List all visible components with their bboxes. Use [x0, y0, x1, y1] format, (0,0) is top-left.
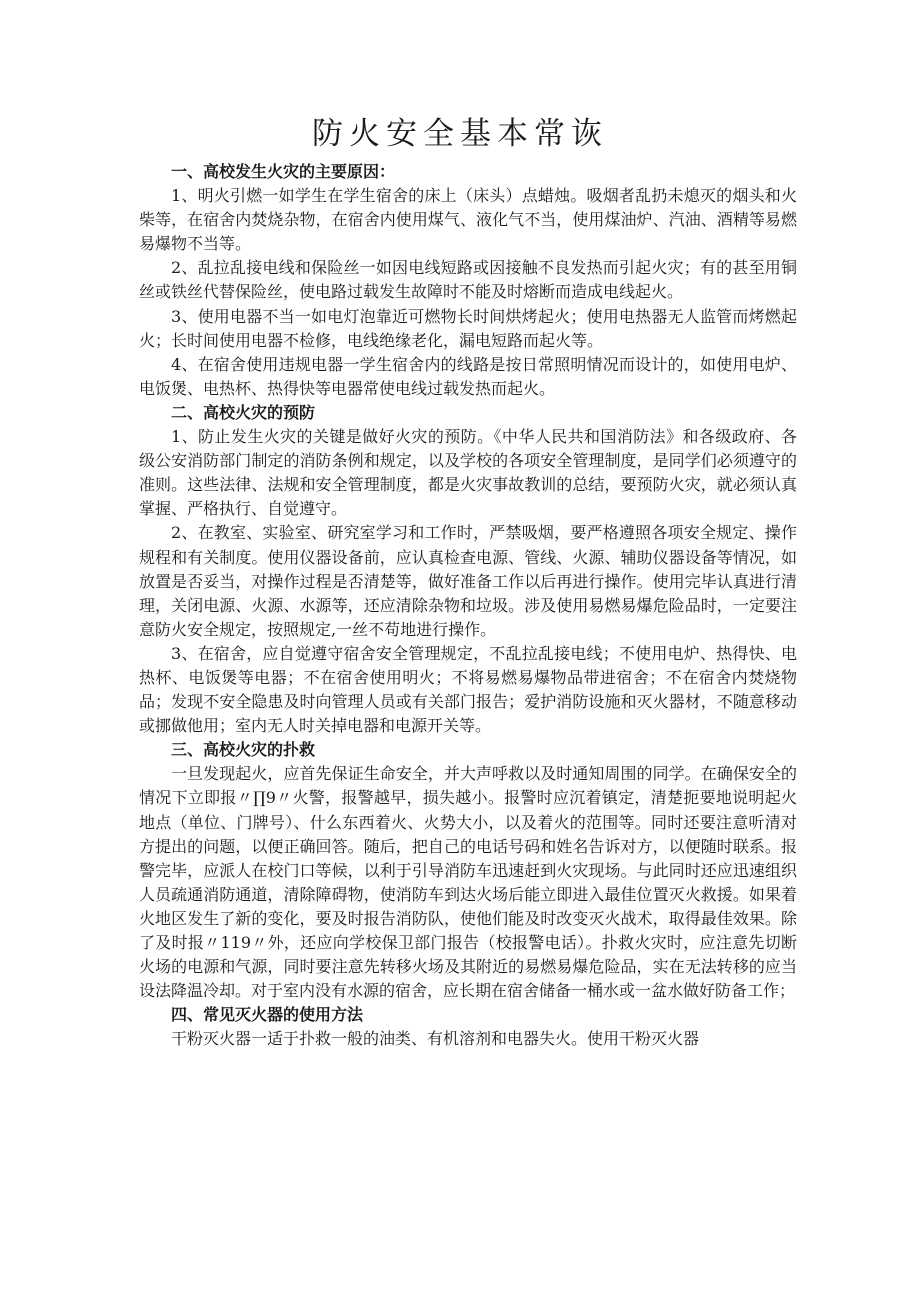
paragraph: 2、在教室、实验室、研究室学习和工作时，严禁吸烟，要严格遵照各项安全规定、操作规程和有关制度。使用仪器设备前，应认真检查电源、管线、火源、辅助仪器设备等情况，如放置是否妥当，对操作过程是否清楚等，做好准备工作以后再进行操作。使用完毕认真进行清理，关闭电源、火源、水源等，还应清除杂物和垃圾。涉及使用易燃易爆危险品时，一定要注意防火安全规定，按照规定,一丝不苟地进行操作。: [139, 523, 797, 639]
paragraph: 1、防止发生火灾的关键是做好火灾的预防。《中华人民共和国消防法》和各级政府、各级公安消防部门制定的消防条例和规定，以及学校的各项安全管理制度，是同学们必须遵守的准则。这些法律、法规和安全管理制度，都是火灾事故教训的总结，要预防火灾，就必须认真掌握、严格执行、自觉遵守。: [139, 427, 797, 519]
section-heading-firefighting: 三、高校火灾的扑救: [171, 740, 316, 760]
paragraph: 1、明火引燃一如学生在学生宿舍的床上（床头）点蜡烛。吸烟者乱扔未熄灭的烟头和火柴等，在宿舍内焚烧杂物，在宿舍内使用煤气、液化气不当，使用煤油炉、汽油、酒精等易燃易爆物不当等。: [139, 186, 797, 254]
paragraph: 3、在宿舍，应自觉遵守宿舍安全管理规定，不乱拉乱接电线；不使用电炉、热得快、电热杯、电饭煲等电器；不在宿舍使用明火；不将易燃易爆物品带进宿舍；不在宿舍内焚烧物品；发现不安全隐患及时向管理人员或有关部门报告；爱护消防设施和灭火器材，不随意移动或挪做他用；室内无人时关掉电器和电源开关等。: [139, 643, 797, 736]
paragraph: 2、乱拉乱接电线和保险丝一如因电线短路或因接触不良发热而引起火灾；有的甚至用铜丝或铁丝代替保险丝，使电路过载发生故障时不能及时熔断而造成电线起火。: [139, 258, 797, 302]
paragraph: 干粉灭火器一适于扑救一般的油类、有机溶剂和电器失火。使用干粉灭火器: [171, 1029, 700, 1049]
section-heading-prevention: 二、高校火灾的预防: [171, 402, 316, 422]
section-heading-causes: 一、高校发生火灾的主要原因：: [171, 162, 396, 181]
paragraph: 3、使用电器不当一如电灯泡靠近可燃物长时间烘烤起火；使用电热器无人监管而烤燃起火；长时间使用电器不检修，电线绝缘老化，漏电短路而起火等。: [139, 306, 797, 350]
paragraph: 一旦发现起火，应首先保证生命安全，并大声呼救以及时通知周围的同学。在确保安全的情况下立即报〃∏9〃火警，报警越早，损失越小。报警时应沉着镇定，清楚扼要地说明起火地点（单位、门牌号）、什么东西着火、火势大小，以及着火的范围等。同时还要注意听清对方提出的问题，以便正确回答。随后，把自己的电话号码和姓名告诉对方，以便随时联系。报警完毕，应派人在校门口等候，以利于引导消防车迅速赶到火灾现场。与此同时还应迅速组织人员疏通消防通道，清除障碍物，使消防车到达火场后能立即进入最佳位置灭火救援。如果着火地区发生了新的变化，要及时报告消防队，使他们能及时改变灭火战术，取得最佳效果。除了及时报〃119〃外，还应向学校保卫部门报告（校报警电话）。扑救火灾时，应注意先切断火场的电源和气源，同时要注意先转移火场及其附近的易燃易爆危险品，实在无法转移的应当设法降温冷却。对于室内没有水源的宿舍，应长期在宿舍储备一桶水或一盆水做好防备工作；: [139, 764, 797, 1001]
paragraph: 4、在宿舍使用违规电器一学生宿舍内的线路是按日常照明情况而设计的，如使用电炉、电饭煲、电热杯、热得快等电器常使电线过载发热而起火。: [139, 354, 797, 398]
page-title: 防火安全基本常诙: [312, 116, 608, 152]
section-heading-extinguishers: 四、常见灭火器的使用方法: [171, 1005, 364, 1025]
document-body: [139, 160, 797, 1051]
